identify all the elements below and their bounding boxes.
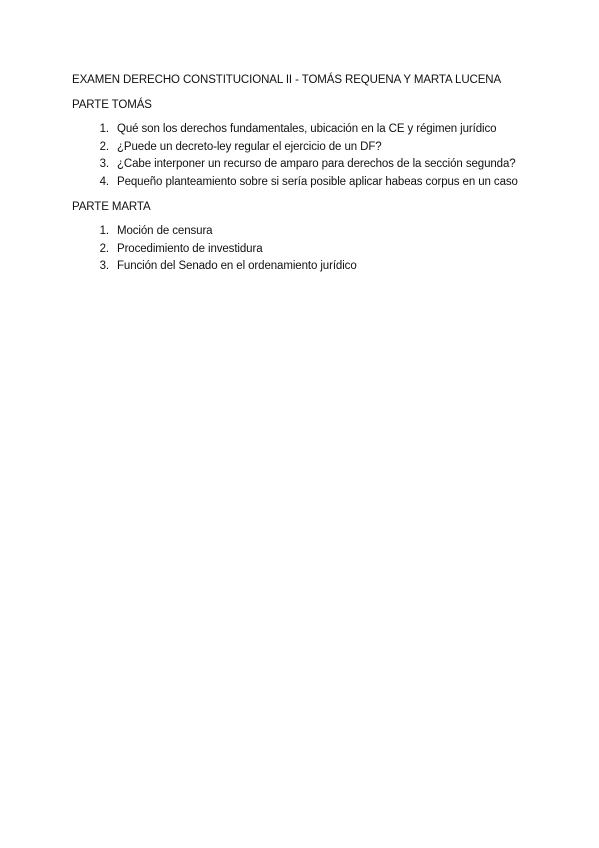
document-title: EXAMEN DERECHO CONSTITUCIONAL II - TOMÁS REQUENA Y MARTA LUCENA bbox=[72, 74, 502, 86]
list-item bbox=[72, 258, 542, 276]
list-item-text: ¿Cabe interponer un recurso de amparo para derechos de la sección segunda? bbox=[117, 158, 516, 170]
section-heading-tomas: PARTE TOMÁS bbox=[72, 99, 152, 111]
document-body bbox=[72, 72, 542, 284]
list-item-text: Pequeño planteamiento sobre si sería posible aplicar habeas corpus en un caso bbox=[117, 175, 518, 188]
list-item-number: 3. bbox=[99, 158, 109, 170]
question-list-marta bbox=[72, 223, 542, 276]
list-item-text: Qué son los derechos fundamentales, ubicación en la CE y régimen jurídico bbox=[117, 123, 497, 135]
list-item-number: 1. bbox=[99, 123, 109, 135]
list-item-number: 3. bbox=[99, 260, 109, 272]
list-item bbox=[72, 223, 542, 241]
list-item bbox=[72, 156, 542, 174]
section-heading-marta: PARTE MARTA bbox=[72, 201, 151, 213]
list-item-number: 1. bbox=[99, 225, 109, 237]
list-item-text: Procedimiento de investidura bbox=[117, 242, 263, 255]
list-item-number: 2. bbox=[99, 242, 109, 255]
list-item bbox=[72, 174, 542, 192]
list-item bbox=[72, 121, 542, 139]
list-item-text: Moción de censura bbox=[117, 225, 213, 237]
list-item bbox=[72, 241, 542, 259]
list-item-text: Función del Senado en el ordenamiento jurídico bbox=[117, 260, 357, 272]
list-item bbox=[72, 139, 542, 157]
list-item-text: ¿Puede un decreto-ley regular el ejercicio de un DF? bbox=[117, 140, 382, 153]
question-list-tomas bbox=[72, 121, 542, 191]
list-item-number: 2. bbox=[99, 140, 109, 153]
list-item-number: 4. bbox=[99, 175, 109, 188]
